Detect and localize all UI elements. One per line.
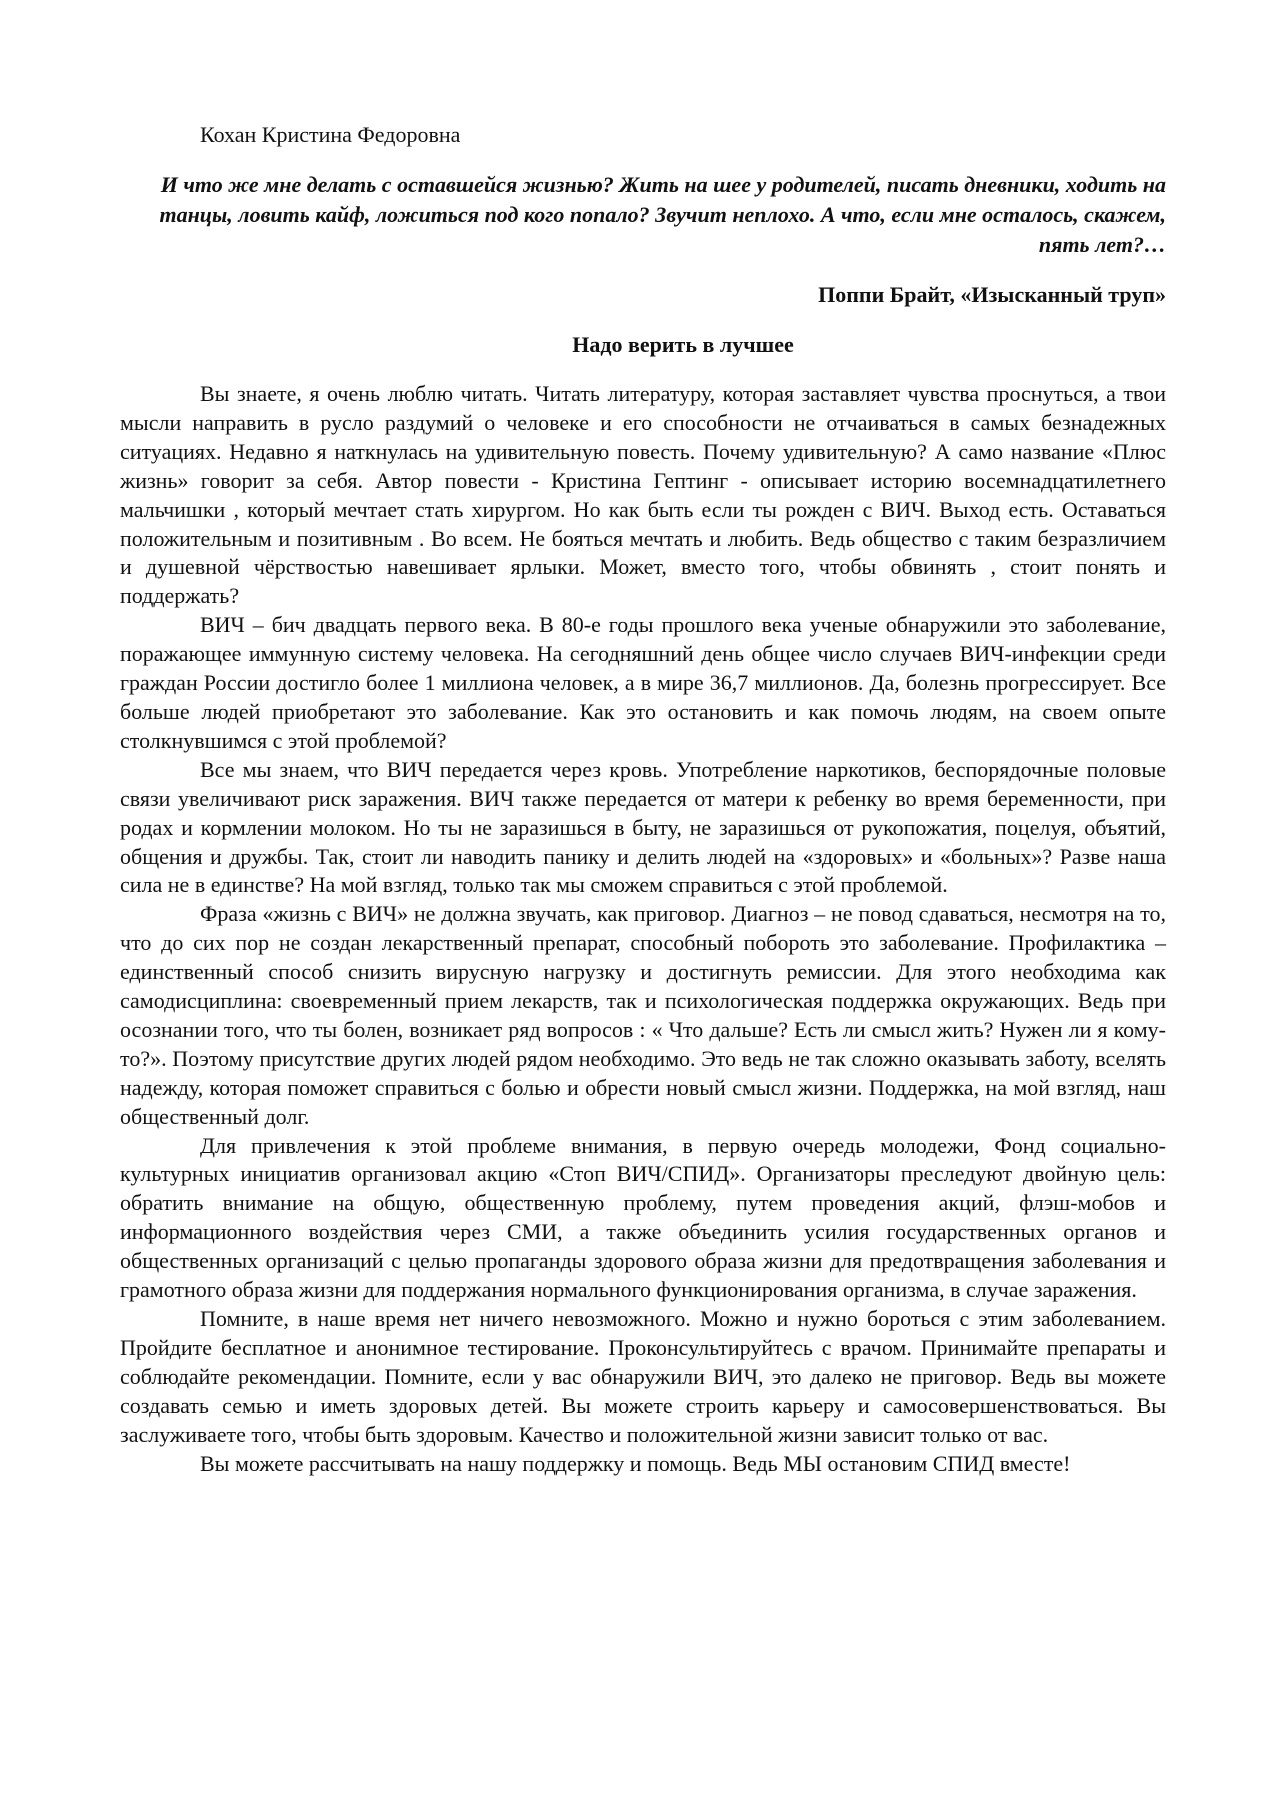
- epigraph-source: Поппи Брайт, «Изысканный труп»: [818, 282, 1166, 307]
- paragraph: Вы можете рассчитывать на нашу поддержку и помощь. Ведь МЫ остановим СПИД вместе!: [200, 1450, 1071, 1476]
- author-name: Кохан Кристина Федоровна: [200, 122, 461, 147]
- essay-body: [120, 380, 1166, 1478]
- paragraph: Фраза «жизнь с ВИЧ» не должна звучать, как приговор. Диагноз – не повод сдаваться, несмотря на то, что до сих пор не создан лекарственный препарат, способный побороть это заболевание. Профилактика – единственный способ снизить вирусную нагрузку и достигнуть ремиссии. Для этого необходима как самодисциплина: своевременный прием лекарств, так и психологическая поддержка окружающих. Ведь при осознании того, что ты болен, возникает ряд вопросов : « Что дальше? Есть ли смысл жить? Нужен ли я кому-то?». Поэтому присутствие других людей рядом необходимо. Это ведь не так сложно оказывать заботу, вселять надежду, которая поможет справиться с болью и обрести новый смысл жизни. Поддержка, на мой взгляд, наш общественный долг.: [120, 901, 1166, 1129]
- paragraph: Вы знаете, я очень люблю читать. Читать литературу, которая заставляет чувства проснуться, а твои мысли направить в русло раздумий о человеке и его способности не отчаиваться в самых безнадежных ситуациях. Недавно я наткнулась на удивительную повесть. Почему удивительную? А само название «Плюс жизнь» говорит за себя. Автор повести - Кристина Гептинг - описывает историю восемнадцатилетнего мальчишки , который мечтает стать хирургом. Но как быть если ты рожден с ВИЧ. Выход есть. Оставаться положительным и позитивным . Во всем. Не бояться мечтать и любить. Ведь общество с таким безразличием и душевной чёрствостью навешивает ярлыки. Может, вместо того, чтобы обвинять , стоит понять и поддержать?: [120, 381, 1166, 609]
- paragraph: Все мы знаем, что ВИЧ передается через кровь. Употребление наркотиков, беспорядочные половые связи увеличивают риск заражения. ВИЧ также передается от матери к ребенку во время беременности, при родах и кормлении молоком. Но ты не заразишься в быту, не заразишься от рукопожатия, поцелуя, объятий, общения и дружбы. Так, стоит ли наводить панику и делить людей на «здоровых» и «больных»? Разве наша сила не в единстве? На мой взгляд, только так мы сможем справиться с этой проблемой.: [120, 756, 1166, 898]
- epigraph-quote: И что же мне делать с оставшейся жизнью? Жить на шее у родителей, писать дневники, ходить на танцы, ловить кайф, ложиться под кого попало? Звучит неплохо. А что, если мне осталось, скажем, пять лет?…: [159, 172, 1166, 257]
- paragraph: Помните, в наше время нет ничего невозможного. Можно и нужно бороться с этим заболеванием. Пройдите бесплатное и анонимное тестирование. Проконсультируйтесь с врачом. Принимайте препараты и соблюдайте рекомендации. Помните, если у вас обнаружили ВИЧ, это далеко не приговор. Ведь вы можете создавать семью и иметь здоровых детей. Вы можете строить карьеру и самосовершенствоваться. Вы заслуживаете того, чтобы быть здоровым. Качество и положительной жизни зависит только от вас.: [120, 1306, 1166, 1447]
- paragraph: ВИЧ – бич двадцать первого века. В 80-е годы прошлого века ученые обнаружили это заболевание, поражающее иммунную систему человека. На сегодняшний день общее число случаев ВИЧ-инфекции среди граждан России достигло более 1 миллиона человек, а в мире 36,7 миллионов. Да, болезнь прогрессирует. Все больше людей приобретают это заболевание. Как это остановить и как помочь людям, на своем опыте столкнувшимся с этой проблемой?: [120, 612, 1166, 753]
- paragraph: Для привлечения к этой проблеме внимания, в первую очередь молодежи, Фонд социально-культурных инициатив организовал акцию «Стоп ВИЧ/СПИД». Организаторы преследуют двойную цель: обратить внимание на общую, общественную проблему, путем проведения акций, флэш-мобов и информационного воздействия через СМИ, а также объединить усилия государственных органов и общественных организаций с целью пропаганды здорового образа жизни для предотвращения заболевания и грамотного образа жизни для поддержания нормального функционирования организма, в случае заражения.: [120, 1132, 1166, 1303]
- essay-title: Надо верить в лучшее: [572, 332, 794, 357]
